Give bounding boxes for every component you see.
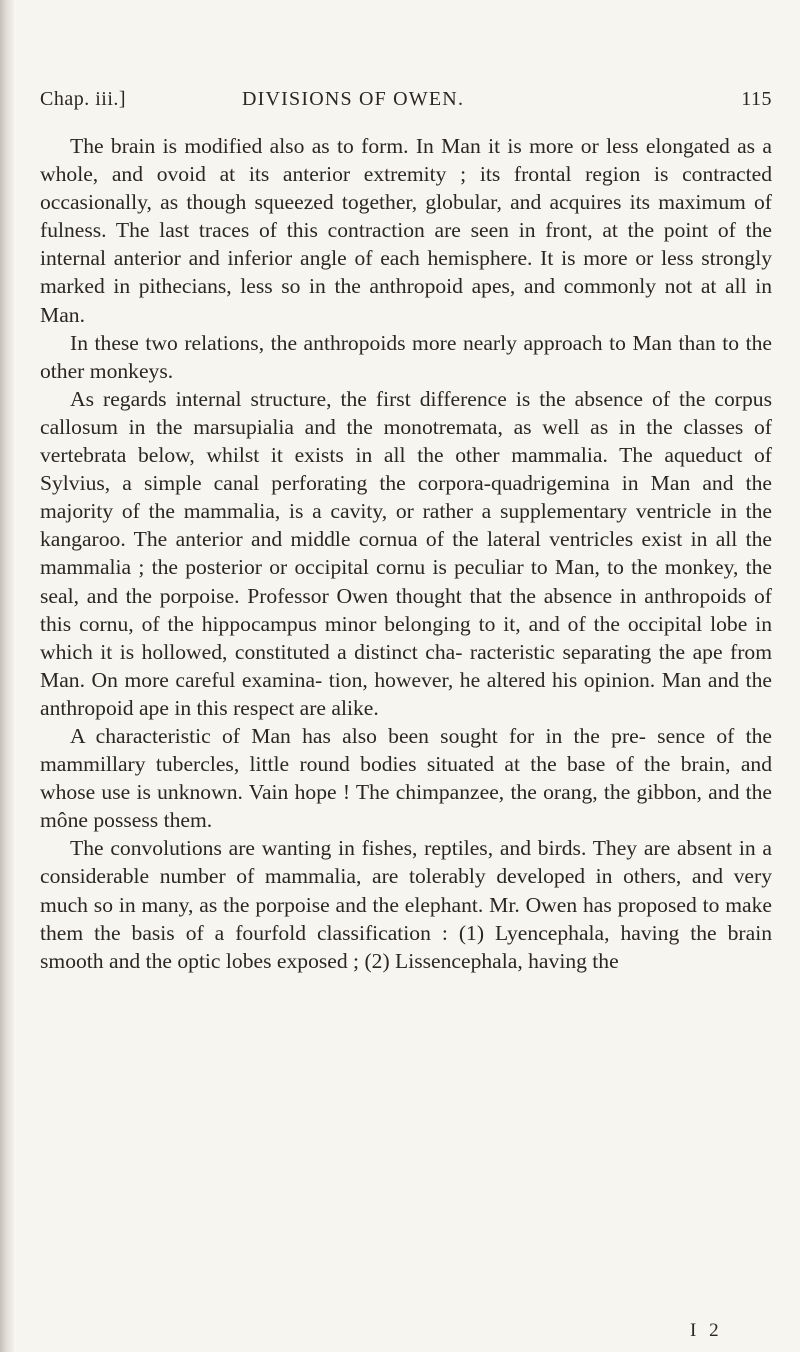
signature-mark: I 2	[690, 1320, 723, 1341]
paragraph: In these two relations, the anthropoids more nearly approach to Man than to the other monkeys.	[40, 330, 772, 383]
body-text	[40, 132, 772, 975]
paragraph: The convolutions are wanting in fishes, reptiles, and birds. They are absent in a considerable number of mammalia, are tolerably developed in others, and very much so in many, as the porpoise and the elephant. Mr. Owen has proposed to make them the basis of a fourfold classification : (1) Lyencephala, having the brain smooth and the optic lobes exposed ; (2) Lissencephala, having the	[40, 836, 772, 973]
chapter-label: Chap. iii.]	[40, 88, 127, 110]
page-gutter-shadow	[0, 0, 14, 1352]
paragraph: As regards internal structure, the first difference is the absence of the corpus callosum in the marsupialia and the monotremata, as well as in the classes of vertebrata below, whilst it exists in all the other mammalia. The aqueduct of Sylvius, a simple canal perforating the corpora-quadrigemina in Man and the majority of the mammalia, is a cavity, or rather a supplementary ventricle in the kangaroo. The anterior and middle cornua of the lateral ventricles exist in all the mammalia ; the posterior or occipital cornu is peculiar to Man, to the monkey, the seal, and the porpoise. Professor Owen thought that the absence in anthropoids of this cornu, of the hippocampus minor belonging to it, and of the occipital lobe in which it is hollowed, constituted a distinct cha- racteristic separating the ape from Man. On more careful examina- tion, however, he altered his opinion. Man and the anthropoid ape in this respect are alike.	[40, 386, 772, 720]
paragraph: A characteristic of Man has also been sought for in the pre- sence of the mammillary tubercles, little round bodies situated at the base of the brain, and whose use is unknown. Vain hope ! The chimpanzee, the orang, the gibbon, and the mône possess them.	[40, 723, 772, 833]
running-header	[40, 88, 772, 116]
paragraph: The brain is modified also as to form. In Man it is more or less elongated as a whole, and ovoid at its anterior extremity ; its frontal region is contracted occasionally, as though squeezed together, globular, and acquires its maximum of fulness. The last traces of this contraction are seen in front, at the point of the internal anterior and inferior angle of each hemisphere. It is more or less strongly marked in pithecians, less so in the anthropoid apes, and commonly not at all in Man.	[40, 134, 772, 327]
running-title: DIVISIONS OF OWEN.	[242, 88, 465, 110]
page-number: 115	[741, 88, 772, 110]
